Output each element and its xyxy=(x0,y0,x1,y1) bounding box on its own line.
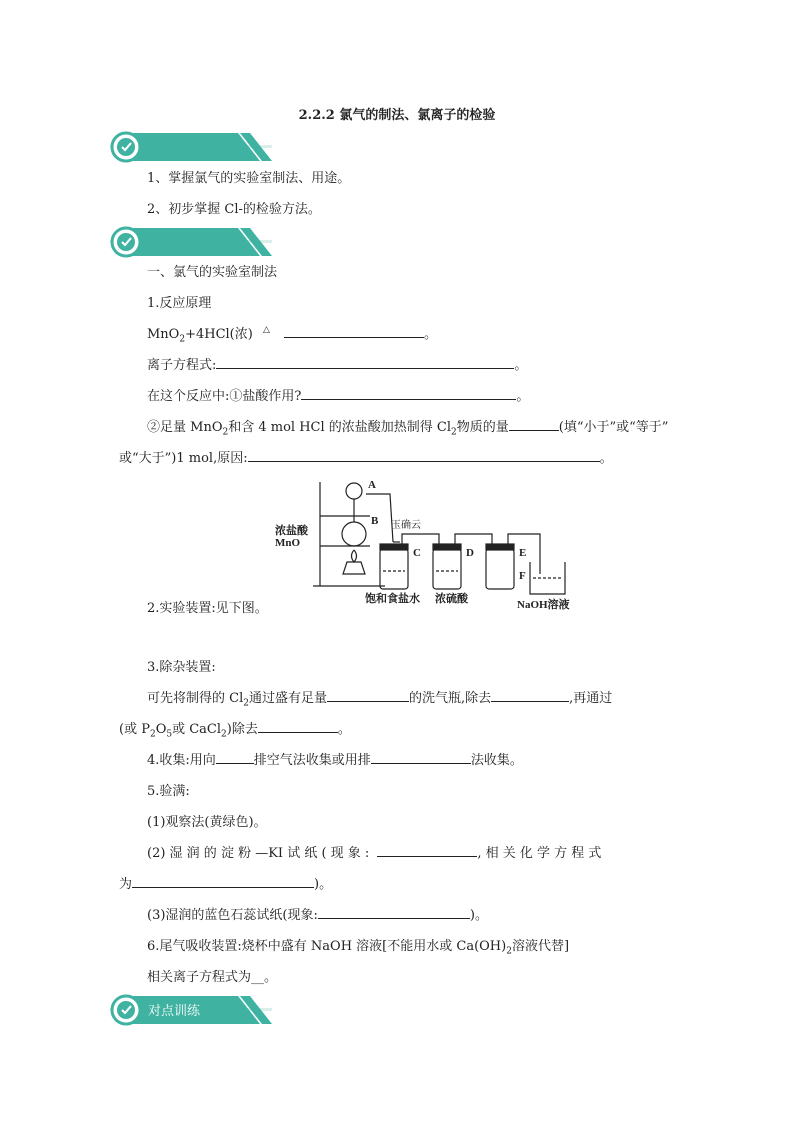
answer-blank xyxy=(216,751,254,764)
answer-blank xyxy=(318,906,470,919)
section-banner-goals xyxy=(110,131,272,163)
answer-blank xyxy=(327,689,409,702)
subheading-apparatus: 2.实验装置:见下图。 xyxy=(147,601,268,616)
label-b: B xyxy=(371,515,379,527)
page-title: 2.2.2 氯气的制法、氯离子的检验 xyxy=(298,108,496,123)
answer-blank xyxy=(301,387,516,400)
label-e: E xyxy=(519,547,527,559)
goal-2: 2、初步掌握 Cl-的检验方法。 xyxy=(147,202,321,217)
answer-blank xyxy=(284,325,424,338)
label-saltwater: 饱和食盐水 xyxy=(365,593,420,605)
apparatus-drawing xyxy=(275,474,590,614)
apparatus-diagram xyxy=(275,474,590,614)
reaction-equation: MnO$_2$+4HCl(浓) △ 。 xyxy=(147,325,438,345)
goal-1: 1、掌握氯气的实验室制法、用途。 xyxy=(147,171,351,186)
answer-blank xyxy=(491,689,569,702)
answer-blank xyxy=(216,356,514,369)
label-tube: 玉确云 xyxy=(391,520,421,531)
label-acid: 浓盐酸 xyxy=(275,525,308,537)
verify-3: (3)湿润的蓝色石蕊试纸(现象: )。 xyxy=(147,908,488,923)
collection-text: 4.收集:用向 排空气法收集或用排 法收集。 xyxy=(147,753,523,768)
verify-2: (2) 湿 润 的 淀 粉 —KI 试 纸 ( 现 象 : , 相 关 化 学 方 程 式 xyxy=(147,846,602,861)
subheading-purification: 3.除杂装置: xyxy=(147,660,216,675)
label-mno2: MnO xyxy=(275,537,301,549)
label-d: D xyxy=(466,547,474,559)
banner-shape xyxy=(110,226,272,258)
verify-1: (1)观察法(黄绿色)。 xyxy=(147,815,267,830)
question-2: ②足量 MnO$_2$和含 4 mol HCl 的浓盐酸加热制得 $Cl_2$物质的量 (填“小于”或“等于” xyxy=(147,420,669,438)
tail-gas-equation: 相关离子方程式为__。 xyxy=(147,970,278,985)
label-naoh: NaOH溶液 xyxy=(517,599,570,611)
question-2-cont: 或“大于”)1 mol,原因: 。 xyxy=(119,451,613,466)
answer-blank xyxy=(248,449,600,462)
verify-2-cont: 为 )。 xyxy=(119,877,333,892)
subheading-verification: 5.验满: xyxy=(147,784,190,799)
section-banner-practice: 对点训练 xyxy=(110,994,272,1026)
purification-text-cont: (或 $P_2O_5$或 CaCl$_2$)除去 。 xyxy=(119,722,351,740)
ionic-equation: 离子方程式: 。 xyxy=(147,358,528,373)
answer-blank xyxy=(371,751,471,764)
purification-text: 可先将制得的 $Cl_2$通过盛有足量 的洗气瓶,除去 ,再通过 xyxy=(147,691,613,709)
section-banner-knowledge xyxy=(110,226,272,258)
answer-blank xyxy=(258,720,338,733)
tail-gas-text: 6.尾气吸收装置:烧杯中盛有 NaOH 溶液[不能用水或 $Ca(OH)_2$溶液代替] xyxy=(147,939,570,957)
label-f: F xyxy=(519,570,526,582)
subheading-principle: 1.反应原理 xyxy=(147,296,212,311)
label-h2so4: 浓硫酸 xyxy=(435,593,468,605)
label-c: C xyxy=(413,547,421,559)
answer-blank xyxy=(377,844,477,857)
section-heading: 一、氯气的实验室制法 xyxy=(147,265,278,280)
answer-blank xyxy=(132,875,314,888)
banner-shape xyxy=(110,131,272,163)
label-a: A xyxy=(368,479,376,491)
hcl-role-question: 在这个反应中:①盐酸作用? 。 xyxy=(147,389,530,404)
answer-blank xyxy=(509,418,559,431)
